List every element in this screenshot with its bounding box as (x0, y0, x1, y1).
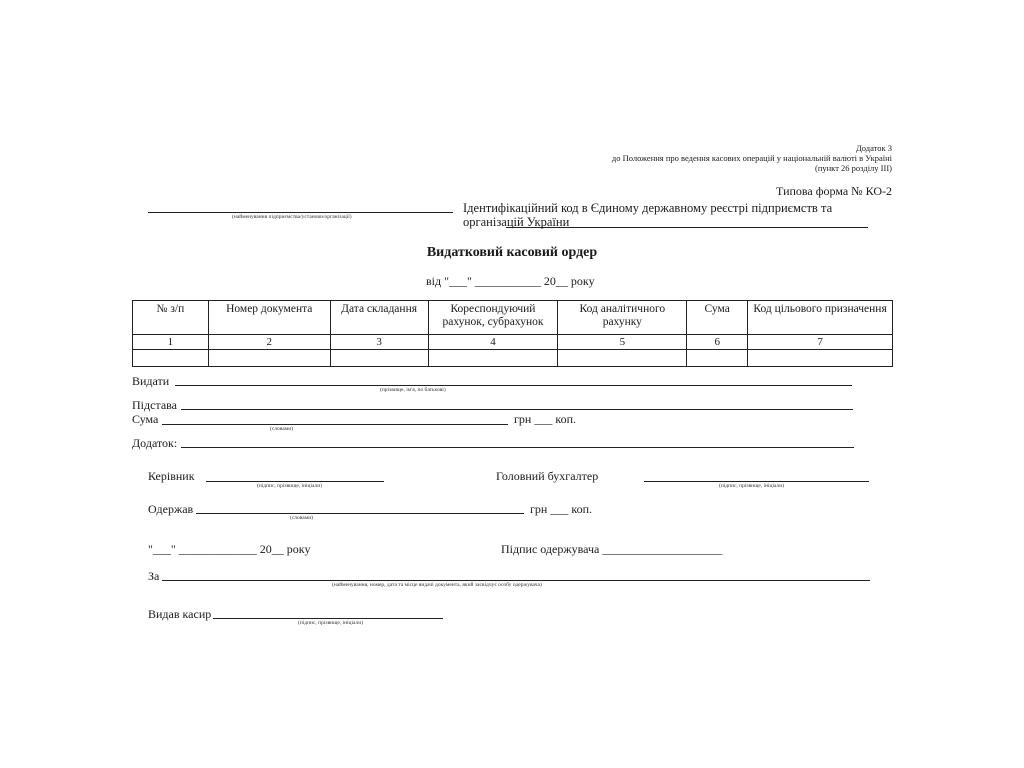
kerivnyk-label: Керівник (148, 469, 195, 483)
table-cell[interactable] (208, 350, 330, 367)
col-header: № з/п (133, 301, 209, 335)
oderzhav-hrn-kop: грн ___ коп. (530, 502, 592, 516)
col-header: Номер документа (208, 301, 330, 335)
col-number: 4 (428, 335, 558, 350)
vydaty-caption: (прізвище, ім'я, по батькові) (380, 387, 446, 393)
col-number: 3 (330, 335, 428, 350)
id-code-line[interactable] (506, 227, 868, 228)
vydaty-line[interactable] (175, 385, 852, 386)
suma-hrn-kop: грн ___ коп. (514, 412, 576, 426)
za-caption: (найменування, номер, дата та місце видачі документа, який засвідчує особу одержувача) (332, 582, 542, 588)
form-number: Типова форма № КО-2 (776, 184, 892, 198)
appendix-note (612, 143, 892, 173)
buhhalter-label: Головний бухгалтер (496, 469, 599, 483)
oderzhav-line[interactable] (196, 513, 524, 514)
enterprise-name-line[interactable] (148, 212, 453, 213)
buhhalter-line[interactable] (644, 481, 869, 482)
vydaty-label: Видати (132, 374, 170, 388)
kerivnyk-line[interactable] (206, 481, 384, 482)
table-header-row (133, 301, 893, 335)
col-number: 7 (748, 335, 893, 350)
col-number: 1 (133, 335, 209, 350)
oderzhav-caption: (словами) (290, 515, 313, 521)
dodatok-line[interactable] (181, 447, 854, 448)
za-line[interactable] (162, 580, 870, 581)
receive-date: "___" _____________ 20__ року (148, 542, 311, 556)
appendix-line-3: (пункт 26 розділу ІІІ) (815, 163, 892, 173)
table-row[interactable] (133, 350, 893, 367)
appendix-line-2: до Положення про ведення касових операцій у національній валюті в Україні (611, 153, 892, 163)
kasyr-line[interactable] (213, 618, 443, 619)
dodatok-label: Додаток: (132, 436, 178, 450)
kerivnyk-caption: (підпис, прізвище, ініціали) (257, 483, 323, 489)
recipient-signature: Підпис одержувача ____________________ (501, 542, 723, 556)
col-header: Код цільового призначення (748, 301, 893, 335)
table-cell[interactable] (748, 350, 893, 367)
suma-label: Сума (132, 412, 159, 426)
pidstava-line[interactable] (181, 409, 853, 410)
kasyr-label: Видав касир (148, 607, 212, 621)
table-number-row (133, 335, 893, 350)
col-number: 6 (687, 335, 748, 350)
za-label: За (148, 569, 160, 583)
col-number: 2 (208, 335, 330, 350)
kasyr-caption: (підпис, прізвище, ініціали) (298, 620, 364, 626)
table-cell[interactable] (133, 350, 209, 367)
col-header: Дата складання (330, 301, 428, 335)
col-header: Кореспондуючий рахунок, субрахунок (428, 301, 558, 335)
enterprise-caption: (найменування підприємства/установи/організації) (232, 214, 352, 220)
document-title: Видатковий касовий ордер (426, 245, 598, 260)
order-date: від "___" ___________ 20__ року (426, 274, 595, 288)
table-cell[interactable] (687, 350, 748, 367)
col-header: Код аналітичного рахунку (558, 301, 687, 335)
oderzhav-label: Одержав (148, 502, 194, 516)
order-table (132, 300, 893, 367)
appendix-line-1: Додаток 3 (855, 143, 892, 153)
buhhalter-caption: (підпис, прізвище, ініціали) (719, 483, 785, 489)
id-code-label: Ідентифікаційний код в Єдиному державному реєстрі підприємств та організацій України (463, 201, 833, 229)
suma-line[interactable] (162, 424, 508, 425)
pidstava-label: Підстава (132, 398, 177, 412)
table-cell[interactable] (558, 350, 687, 367)
col-number: 5 (558, 335, 687, 350)
suma-caption: (словами) (270, 426, 293, 432)
table-cell[interactable] (428, 350, 558, 367)
col-header: Сума (687, 301, 748, 335)
table-cell[interactable] (330, 350, 428, 367)
